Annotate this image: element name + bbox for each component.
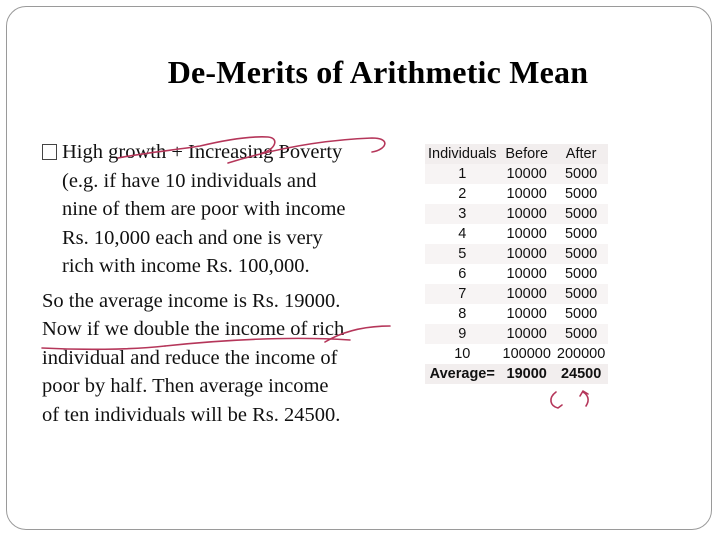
average-label: Average= — [425, 364, 500, 384]
cell-after: 5000 — [554, 244, 608, 264]
income-table — [425, 144, 608, 384]
table-row — [425, 244, 608, 264]
cell-before: 10000 — [506, 226, 547, 242]
cell-before: 10000 — [500, 164, 554, 184]
cell-before: 10000 — [500, 204, 554, 224]
table-body — [425, 164, 608, 364]
cell-after: 5000 — [554, 324, 608, 344]
table-row — [425, 184, 608, 204]
cell-individual: 5 — [425, 244, 500, 264]
table-row — [425, 284, 608, 304]
table-row — [425, 164, 608, 184]
paragraph-line-3: individual and reduce the income of — [42, 346, 338, 369]
paragraph-line-2: Now if we double the income of rich — [42, 318, 345, 340]
cell-after: 5000 — [554, 164, 608, 184]
bullet-item — [42, 138, 412, 281]
bullet-line-4: Rs. 10,000 each and one is very — [62, 226, 323, 249]
bullet-line-5: rich with income Rs. 100,000. — [62, 255, 310, 277]
checkbox-bullet-icon — [42, 144, 57, 160]
cell-individual: 1 — [425, 164, 500, 184]
cell-individual: 2 — [458, 186, 467, 202]
cell-after: 200000 — [556, 346, 606, 362]
table-row — [425, 264, 608, 284]
cell-before: 10000 — [500, 244, 554, 264]
average-before: 19000 — [500, 364, 554, 384]
paragraph-line-5: of ten individuals will be Rs. 24500. — [42, 403, 341, 426]
slide-body — [42, 138, 412, 429]
bullet-text-1: High growth + Increasing Poverty — [62, 141, 343, 163]
table-row — [425, 224, 608, 244]
cell-before: 10000 — [500, 324, 554, 344]
cell-individual: 7 — [425, 284, 500, 304]
table-row — [425, 304, 608, 324]
bullet-line-2: (e.g. if have 10 individuals and — [62, 169, 317, 192]
cell-after: 5000 — [564, 186, 598, 202]
cell-before: 10000 — [506, 266, 547, 282]
cell-individual: 3 — [425, 204, 500, 224]
cell-after: 5000 — [554, 284, 608, 304]
table-row — [425, 324, 608, 344]
table-row — [425, 204, 608, 224]
table-row — [425, 344, 608, 364]
cell-individual: 8 — [458, 306, 467, 322]
cell-individual: 10 — [454, 346, 471, 362]
column-header-after: After — [554, 144, 608, 164]
column-header-individuals: Individuals — [425, 144, 500, 164]
cell-individual: 9 — [425, 324, 500, 344]
paragraph-line-1: So the average income is Rs. 19000. — [42, 289, 341, 312]
bullet-line-1 — [42, 138, 412, 167]
paragraph-line-4: poor by half. Then average income — [42, 375, 329, 397]
cell-after: 5000 — [564, 306, 598, 322]
cell-before: 10000 — [506, 306, 547, 322]
cell-after: 5000 — [554, 204, 608, 224]
average-row — [425, 364, 608, 384]
column-header-before: Before — [500, 144, 554, 164]
cell-individual: 4 — [458, 226, 467, 242]
average-after: 24500 — [554, 364, 608, 384]
cell-before: 10000 — [500, 284, 554, 304]
cell-after: 5000 — [564, 266, 598, 282]
cell-individual: 6 — [458, 266, 467, 282]
table-header-row — [425, 144, 608, 164]
explanation-paragraph — [42, 287, 412, 430]
cell-after: 5000 — [564, 226, 598, 242]
cell-before: 10000 — [506, 186, 547, 202]
cell-before: 100000 — [502, 346, 551, 362]
bullet-line-3: nine of them are poor with income — [62, 198, 346, 220]
slide-title: De-Merits of Arithmetic Mean — [167, 54, 589, 90]
